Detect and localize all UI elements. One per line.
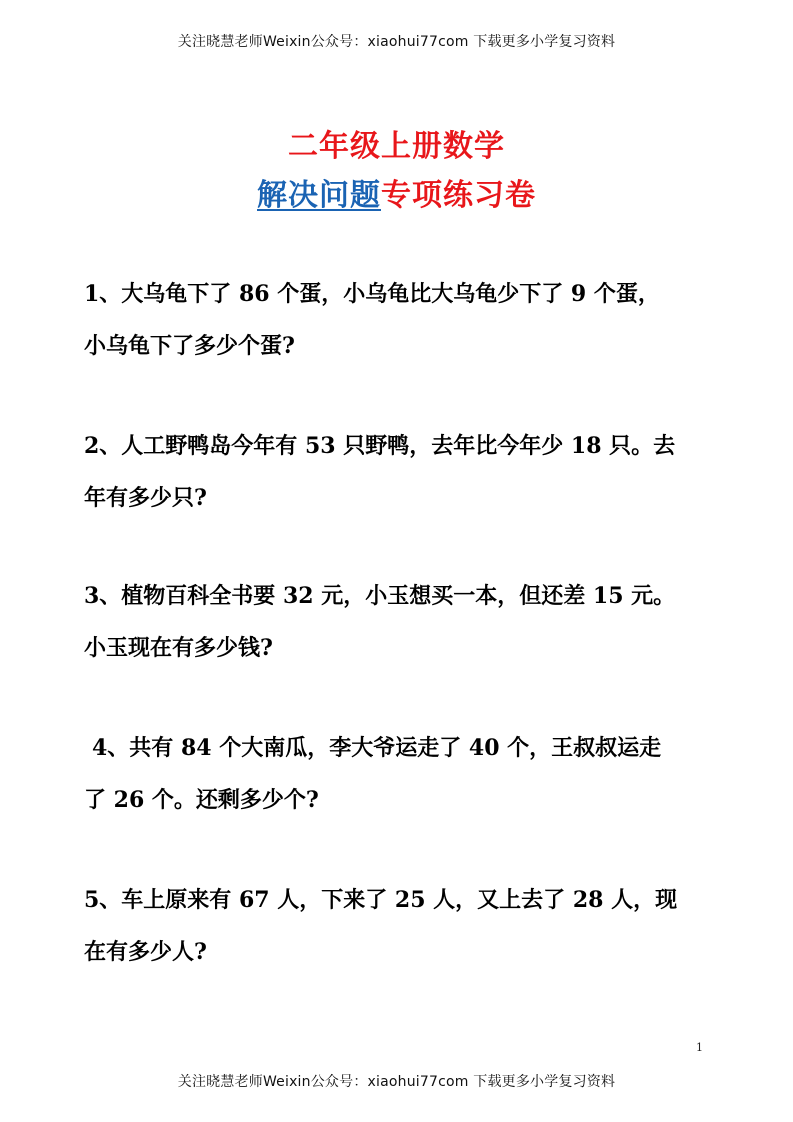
question-5-line-1: 5、车上原来有 67 人，下来了 25 人，又上去了 28 人，现 [84,887,678,913]
title-subtitle: 专项练习卷 [381,178,536,213]
question-1 [84,268,709,372]
question-4-line-1: 4、共有 84 个大南瓜，李大爷运走了 40 个，王叔叔运走 [92,735,662,761]
question-3 [84,570,709,674]
question-5-line-2: 在有多少人? [84,939,207,965]
question-3-line-1: 3、植物百科全书要 32 元，小玉想买一本，但还差 15 元。 [84,583,676,609]
page-number: 1 [696,1041,703,1054]
title-topic-link: 解决问题 [257,178,381,213]
question-5 [84,874,709,978]
question-4 [84,722,709,826]
title-line-1: 二年级上册数学 [288,129,505,164]
question-3-line-2: 小玉现在有多少钱? [84,635,273,661]
header-banner: 关注晓慧老师Weixin公众号：xiaohui77com 下载更多小学复习资料 [177,34,616,50]
question-2 [84,420,709,524]
question-1-line-2: 小乌龟下了多少个蛋? [84,333,295,359]
question-4-line-2: 了 26 个。还剩多少个? [84,787,319,813]
question-2-line-2: 年有多少只? [84,485,207,511]
question-1-line-1: 1、大乌龟下了 86 个蛋，小乌龟比大乌龟少下了 9 个蛋， [84,281,660,307]
question-2-line-1: 2、人工野鸭岛今年有 53 只野鸭，去年比今年少 18 只。去 [84,433,676,459]
footer-banner: 关注晓慧老师Weixin公众号：xiaohui77com 下载更多小学复习资料 [177,1074,616,1090]
title-line-2 [0,170,793,214]
